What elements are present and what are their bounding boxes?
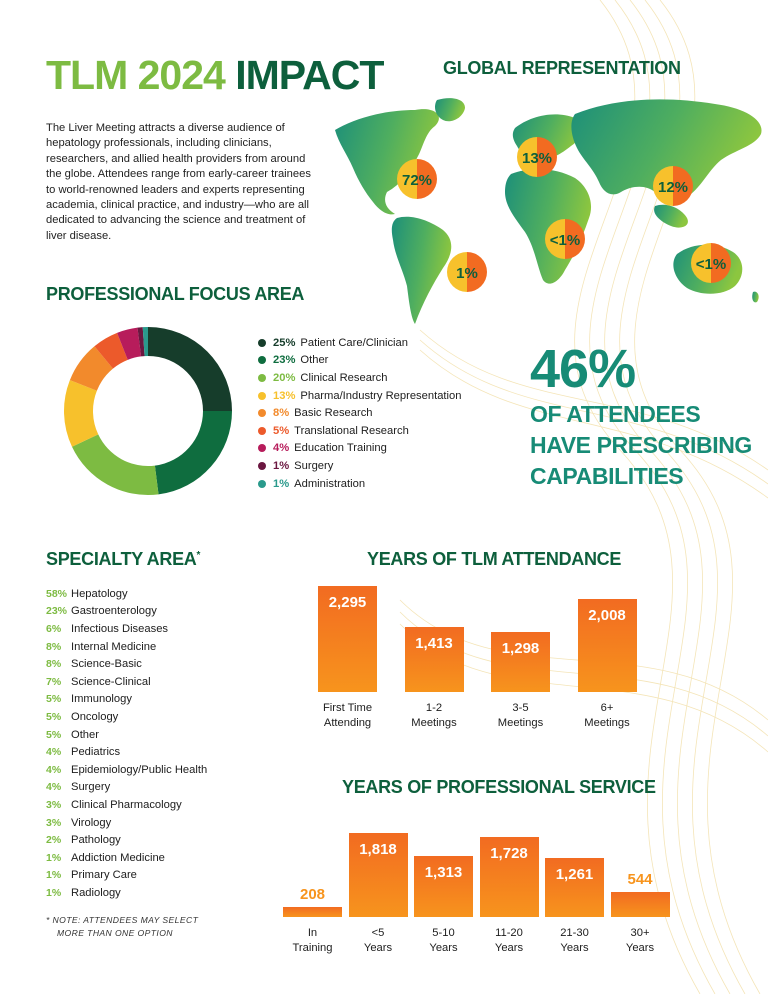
donut-slice-1 xyxy=(148,327,232,411)
specialty-item xyxy=(46,779,110,797)
greenland-shape xyxy=(435,98,465,121)
specialty-note xyxy=(46,914,198,939)
bar-category-line: <5 xyxy=(371,927,385,939)
donut-slice-4 xyxy=(64,380,98,447)
bar-category-label xyxy=(596,926,685,955)
specialty-percent: 3% xyxy=(46,798,62,811)
legend-swatch xyxy=(258,462,266,470)
prescribing-stat-line1: OF ATTENDEES xyxy=(530,401,701,427)
bar-category-line: 1-2 xyxy=(425,702,443,714)
focus-legend-item xyxy=(258,352,328,370)
legend-label: Administration xyxy=(294,477,366,490)
bar-category-line: In xyxy=(307,927,318,939)
legend-swatch xyxy=(258,392,266,400)
bar-category-line: Meetings xyxy=(411,716,457,729)
legend-label: Education Training xyxy=(294,442,387,455)
specialty-percent: 58% xyxy=(46,587,68,600)
focus-legend-item xyxy=(258,387,461,405)
specialty-item xyxy=(46,814,111,832)
bar-category-label xyxy=(476,701,565,730)
specialty-label: Primary Care xyxy=(71,869,137,882)
specialty-label: Addiction Medicine xyxy=(71,851,165,864)
specialty-percent: 5% xyxy=(46,728,62,741)
prescribing-stat-line3: CAPABILITIES xyxy=(530,463,684,489)
specialty-percent: 3% xyxy=(46,816,62,829)
bar-category-line: Meetings xyxy=(584,716,630,729)
southeast-asia-shape xyxy=(654,205,688,228)
legend-percent: 1% xyxy=(273,459,290,472)
legend-swatch xyxy=(258,427,266,435)
specialty-percent: 6% xyxy=(46,622,62,635)
specialty-label: Science-Basic xyxy=(71,658,142,671)
bar xyxy=(283,907,342,917)
bar-category-line: Attending xyxy=(323,716,372,729)
specialty-percent: 4% xyxy=(46,781,62,794)
new-zealand-shape xyxy=(752,292,758,303)
donut-slice-2 xyxy=(155,411,232,494)
specialty-item xyxy=(46,761,207,779)
oceania-label: <1% xyxy=(695,256,727,273)
bar-category-line: 3-5 xyxy=(512,702,529,714)
specialty-percent: 7% xyxy=(46,675,62,688)
specialty-item xyxy=(46,726,99,744)
legend-label: Patient Care/Clinician xyxy=(300,336,408,349)
professional-focus-heading: PROFESSIONAL FOCUS AREA xyxy=(46,284,305,304)
specialty-label: Immunology xyxy=(71,693,132,706)
specialty-percent: 1% xyxy=(46,886,62,899)
specialty-item xyxy=(46,849,165,867)
legend-swatch xyxy=(258,444,266,452)
specialty-label: Oncology xyxy=(71,710,119,723)
prescribing-stat-value: 46% xyxy=(530,339,636,399)
specialty-label: Epidemiology/Public Health xyxy=(71,763,208,776)
specialty-percent: 2% xyxy=(46,834,62,847)
specialty-heading xyxy=(46,549,200,570)
bar-category-line: Training xyxy=(292,941,333,954)
specialty-percent: 1% xyxy=(46,869,62,882)
legend-percent: 5% xyxy=(273,424,290,437)
specialty-label: Pathology xyxy=(71,834,121,847)
intro-paragraph: The Liver Meeting attracts a diverse audience of hepatology professionals, including clinicians, researchers, and allied health providers from around the globe. Attendees range from early-career trainees to world-renowned leaders and experts representing academia, clinical practice, and industry—who are all dedicated to advancing the science and treatment of liver disease. xyxy=(46,122,311,242)
specialty-percent: 8% xyxy=(46,658,62,671)
specialty-item xyxy=(46,743,120,761)
specialty-label: Clinical Pharmacology xyxy=(71,798,182,811)
bar-category-label xyxy=(303,701,392,730)
bar-category-line: First Time xyxy=(322,702,373,714)
asia-label: 12% xyxy=(657,179,689,196)
specialty-item xyxy=(46,831,121,849)
specialty-note-line1: * NOTE: ATTENDEES MAY SELECT xyxy=(46,915,199,925)
focus-legend-item xyxy=(258,440,387,458)
bar-category-line: 5-10 xyxy=(432,927,455,939)
bar-value-label: 1,313 xyxy=(424,864,463,881)
europe-label: 13% xyxy=(521,150,553,167)
specialty-label: Infectious Diseases xyxy=(71,622,169,635)
professional-focus-donut-chart xyxy=(63,326,233,496)
specialty-percent: 23% xyxy=(46,605,68,618)
specialty-item xyxy=(46,620,168,638)
specialty-item xyxy=(46,884,121,902)
specialty-label: Hepatology xyxy=(71,587,128,600)
specialty-label: Other xyxy=(71,728,99,741)
focus-legend-item xyxy=(258,369,387,387)
specialty-item xyxy=(46,796,182,814)
bar-value-label: 1,298 xyxy=(501,640,540,658)
bar-category-line: 30+ xyxy=(630,927,650,939)
legend-label: Pharma/Industry Representation xyxy=(300,389,462,402)
specialty-label: Virology xyxy=(71,816,112,829)
attendance-heading: YEARS OF TLM ATTENDANCE xyxy=(367,549,622,569)
bar xyxy=(611,892,670,917)
specialty-heading-asterisk: * xyxy=(196,550,201,561)
focus-legend-item xyxy=(258,457,333,475)
bar-category-line: 11-20 xyxy=(495,927,523,939)
bar-category-line: Years xyxy=(363,941,393,954)
legend-swatch xyxy=(258,409,266,417)
focus-legend-item xyxy=(258,422,409,440)
specialty-percent: 4% xyxy=(46,763,62,776)
title-part1: TLM 2024 xyxy=(46,52,225,98)
legend-percent: 20% xyxy=(273,371,296,384)
specialty-item xyxy=(46,585,128,603)
focus-legend-item xyxy=(258,404,373,422)
specialty-item xyxy=(46,867,137,885)
bar-value-label: 208 xyxy=(299,886,326,904)
specialty-label: Internal Medicine xyxy=(71,640,157,653)
focus-legend-item xyxy=(258,334,408,352)
legend-swatch xyxy=(258,339,266,347)
specialty-label: Gastroenterology xyxy=(71,605,157,618)
bar-value-label: 1,261 xyxy=(555,866,594,884)
specialty-label: Science-Clinical xyxy=(71,675,151,688)
prescribing-stat-text xyxy=(530,399,760,492)
legend-percent: 23% xyxy=(273,354,296,367)
specialty-item xyxy=(46,603,157,621)
legend-label: Other xyxy=(300,354,329,367)
specialty-label: Pediatrics xyxy=(71,746,121,759)
legend-swatch xyxy=(258,356,266,364)
specialty-note-line2: MORE THAN ONE OPTION xyxy=(57,927,173,938)
bar-value-label: 544 xyxy=(627,870,653,888)
legend-percent: 4% xyxy=(273,442,290,455)
bar-category-line: Meetings xyxy=(497,716,544,729)
legend-percent: 1% xyxy=(273,477,290,490)
legend-swatch xyxy=(258,374,266,382)
bar-category-label xyxy=(390,701,479,730)
service-heading: YEARS OF PROFESSIONAL SERVICE xyxy=(342,777,656,797)
south-america-label: 1% xyxy=(456,265,478,282)
bar-category-line: 21-30 xyxy=(560,927,589,939)
specialty-percent: 4% xyxy=(46,746,62,759)
legend-percent: 13% xyxy=(273,389,296,402)
bar-value-label: 1,818 xyxy=(359,840,397,858)
specialty-item xyxy=(46,673,151,691)
specialty-percent: 1% xyxy=(46,851,62,864)
legend-label: Translational Research xyxy=(294,424,409,437)
focus-legend-item xyxy=(258,475,365,493)
specialty-percent: 5% xyxy=(46,710,62,723)
bar-category-line: Years xyxy=(494,941,524,954)
specialty-label: Radiology xyxy=(71,886,121,899)
specialty-item xyxy=(46,638,156,656)
legend-label: Surgery xyxy=(294,459,334,472)
bar-category-line: Years xyxy=(560,941,589,954)
specialty-label: Surgery xyxy=(71,781,111,794)
africa-label: <1% xyxy=(549,232,581,249)
bar-value-label: 2,008 xyxy=(588,607,626,625)
donut-slice-3 xyxy=(72,434,159,495)
south-america-shape xyxy=(392,217,451,324)
bar-category-line: Years xyxy=(625,941,655,954)
bar-category-label xyxy=(563,701,652,730)
specialty-percent: 8% xyxy=(46,640,62,653)
bar-category-line: Years xyxy=(429,941,458,954)
legend-percent: 25% xyxy=(273,336,296,349)
legend-swatch xyxy=(258,480,266,488)
global-heading: GLOBAL REPRESENTATION xyxy=(443,58,681,78)
prescribing-stat-line2: HAVE PRESCRIBING xyxy=(530,432,752,458)
world-map xyxy=(325,88,768,333)
bar-category-line: 6+ xyxy=(600,702,614,714)
title-part2: IMPACT xyxy=(235,52,384,98)
bar-value-label: 2,295 xyxy=(328,594,367,612)
specialty-percent: 5% xyxy=(46,693,62,706)
legend-percent: 8% xyxy=(273,407,290,420)
legend-label: Basic Research xyxy=(294,407,373,420)
specialty-item xyxy=(46,655,142,673)
bar-value-label: 1,413 xyxy=(415,634,453,652)
north-america-label: 72% xyxy=(401,172,433,189)
legend-label: Clinical Research xyxy=(300,371,388,384)
specialty-heading-text: SPECIALTY AREA xyxy=(46,549,197,569)
specialty-item xyxy=(46,691,132,709)
specialty-item xyxy=(46,708,118,726)
bar-value-label: 1,728 xyxy=(490,844,528,862)
